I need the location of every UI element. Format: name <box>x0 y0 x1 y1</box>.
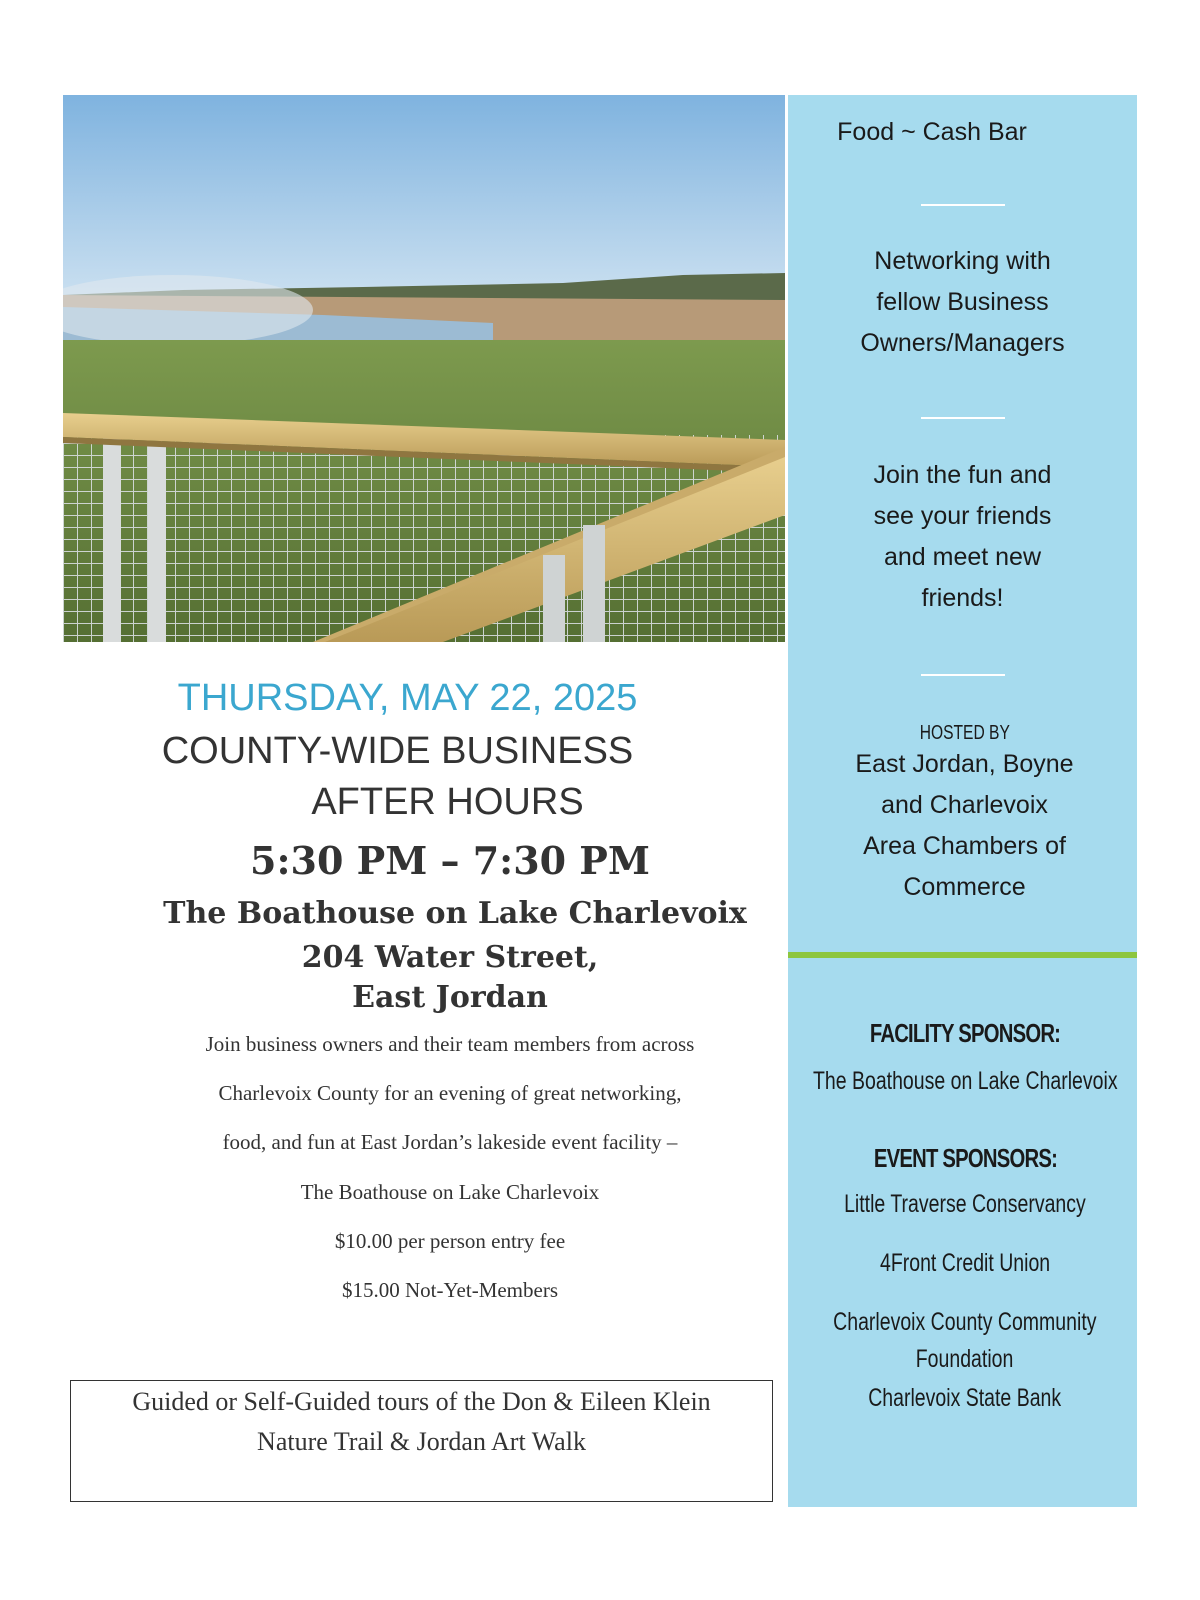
fun-line: Join the fun and <box>873 461 1052 489</box>
sidebar-rule <box>921 417 1005 419</box>
event-sponsor: Charlevoix County Community <box>833 1308 1097 1336</box>
description-line: Charlevoix County for an evening of great networking, <box>218 1081 682 1105</box>
venue-name: The Boathouse on Lake Charlevoix <box>163 896 747 931</box>
hosted-by-label-wrap <box>760 722 1170 745</box>
host-line: Area Chambers of <box>863 832 1066 860</box>
fun-line: and meet new <box>883 543 1042 571</box>
networking-line: Networking with <box>874 247 1051 275</box>
tours-line2: Nature Trail & Jordan Art Walk <box>257 1427 586 1456</box>
sidebar-divider <box>788 952 1137 958</box>
networking-line: Owners/Managers <box>860 329 1065 357</box>
photo-illustration <box>63 95 785 642</box>
event-sponsor: Little Traverse Conservancy <box>844 1190 1086 1218</box>
event-title-line2: AFTER HOURS <box>311 781 584 823</box>
event-sponsor-wrap <box>760 1384 1170 1413</box>
event-sponsor-wrap <box>760 1308 1170 1337</box>
event-title-line1: COUNTY-WIDE BUSINESS <box>161 730 634 772</box>
tours-line1: Guided or Self-Guided tours of the Don & Eileen Klein <box>132 1387 711 1416</box>
description-line: The Boathouse on Lake Charlevoix <box>300 1180 600 1204</box>
facility-sponsor-heading: FACILITY SPONSOR: <box>869 1018 1061 1048</box>
fun-line: friends! <box>921 584 1004 612</box>
networking-line: fellow Business <box>876 288 1049 316</box>
venue-address-line2: East Jordan <box>352 980 548 1015</box>
sidebar-rule <box>921 674 1005 676</box>
member-fee: $10.00 per person entry fee <box>334 1229 566 1253</box>
facility-sponsor-name: The Boathouse on Lake Charlevoix <box>812 1067 1118 1095</box>
event-sponsor: Foundation <box>916 1345 1014 1373</box>
event-sponsor: Charlevoix State Bank <box>868 1384 1062 1412</box>
networking-text <box>788 241 1137 364</box>
nonmember-fee: $15.00 Not-Yet-Members <box>341 1278 559 1302</box>
hosts-text <box>790 744 1139 908</box>
host-line: Commerce <box>903 873 1026 901</box>
event-sponsors-heading: EVENT SPONSORS: <box>873 1143 1057 1173</box>
event-sponsor: 4Front Credit Union <box>879 1249 1051 1277</box>
venue-address-line1: 204 Water Street, <box>301 940 599 975</box>
description-line: food, and fun at East Jordan’s lakeside event facility – <box>222 1130 678 1154</box>
food-cash-bar: Food ~ Cash Bar <box>837 118 1027 146</box>
hosted-by-label: HOSTED BY <box>919 722 1011 744</box>
host-line: and Charlevoix <box>881 791 1048 819</box>
event-time: 5:30 PM – 7:30 PM <box>250 838 650 883</box>
host-line: East Jordan, Boyne <box>855 750 1074 778</box>
join-fun-text <box>788 455 1137 619</box>
description-line: Join business owners and their team members from across <box>205 1032 695 1056</box>
fun-line: see your friends <box>873 502 1052 530</box>
marsh-boardwalk-photo <box>63 95 785 642</box>
event-sponsor-wrap <box>760 1345 1170 1374</box>
sidebar-rule <box>921 204 1005 206</box>
event-date: THURSDAY, MAY 22, 2025 <box>177 677 638 719</box>
